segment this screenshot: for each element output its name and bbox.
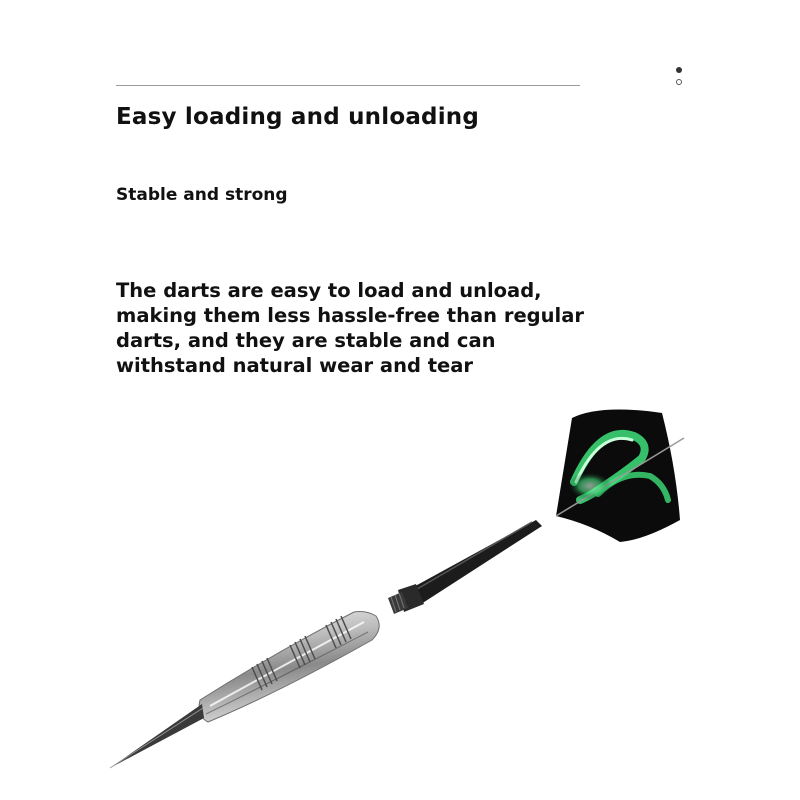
description-line-1: The darts are easy to load and unload,	[116, 279, 542, 302]
dart-flight	[556, 409, 684, 542]
description-line-3: darts, and they are stable and can	[116, 329, 496, 352]
dart-barrel	[199, 612, 379, 723]
description-line-2: making them less hassle-free than regular	[116, 304, 584, 327]
section-subtitle: Stable and strong	[116, 185, 288, 205]
dart-tip	[110, 704, 204, 768]
description-line-4: withstand natural wear and tear	[116, 354, 474, 377]
section-title: Easy loading and unloading	[116, 104, 480, 130]
dart-shaft	[388, 520, 542, 614]
